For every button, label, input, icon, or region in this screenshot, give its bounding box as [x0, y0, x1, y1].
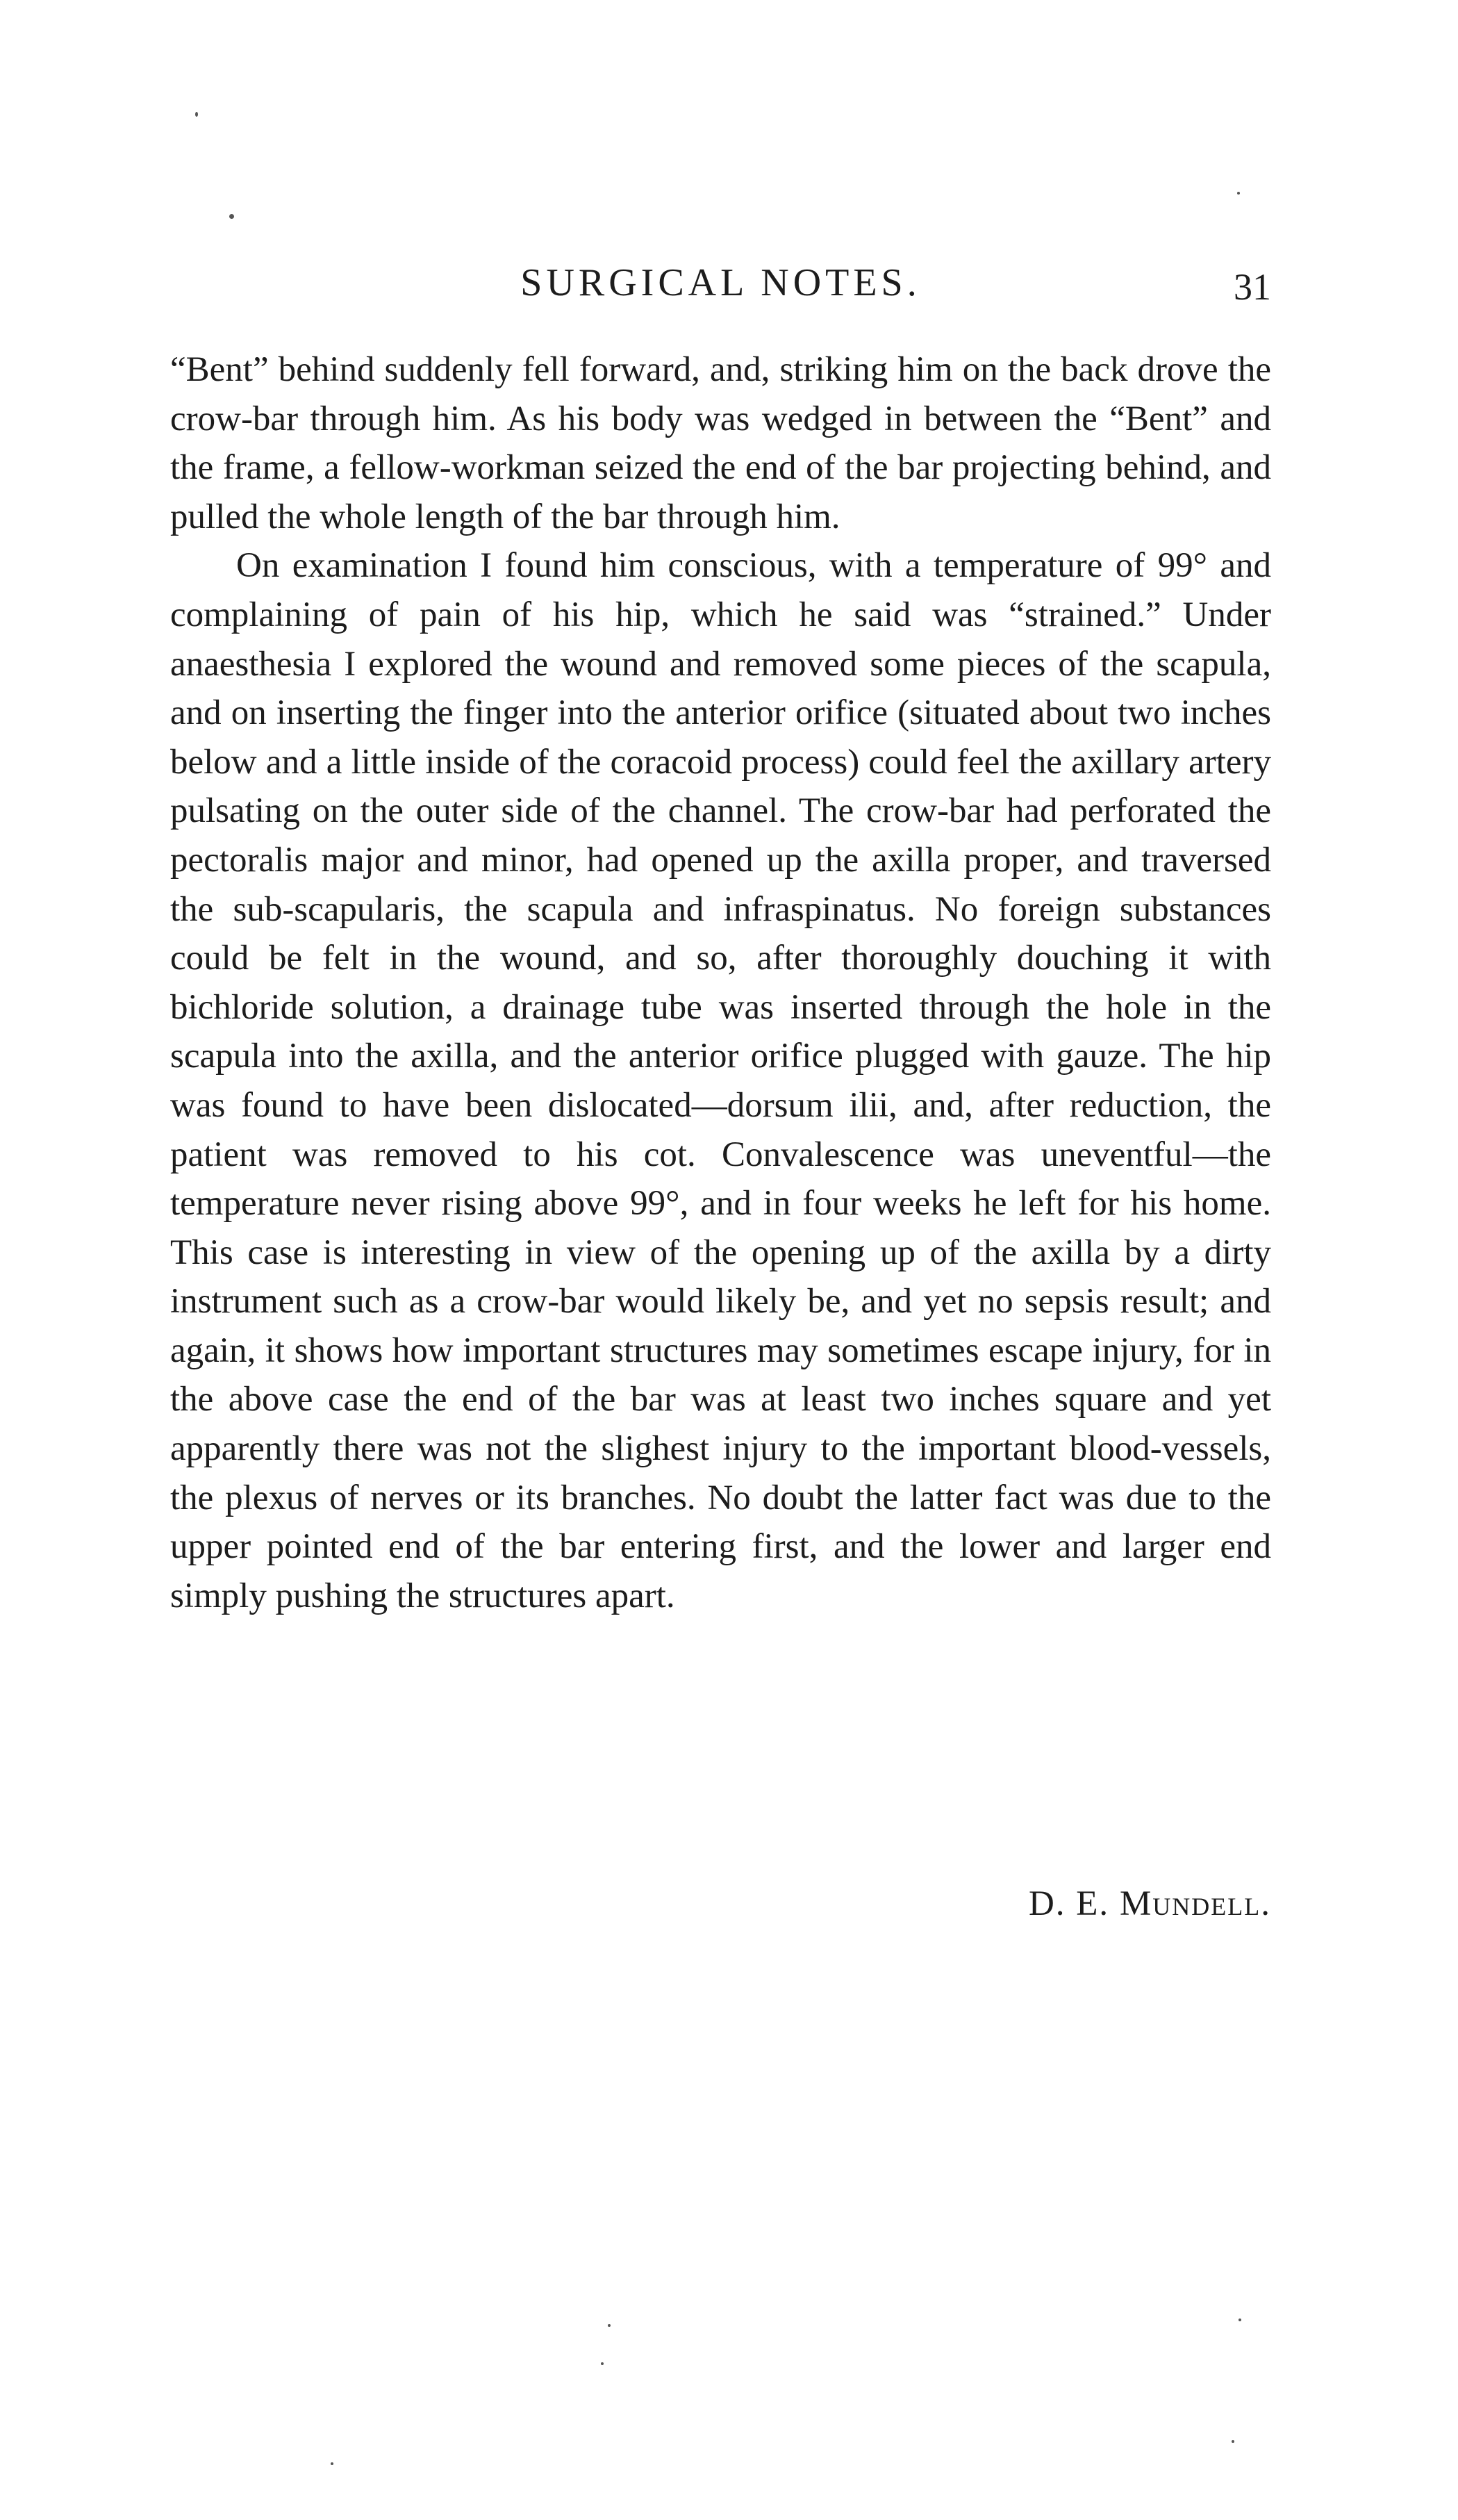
signature-surname: Mundell.: [1119, 1884, 1271, 1923]
paragraph-continued: “Bent” behind suddenly fell forward, and, striking him on the back drove the crow-bar through him. As his body was wedged in between the “Bent” and the frame, a fellow-workman seized the end of the bar projecting behind, and pulled the whole length of the bar through him.: [170, 350, 1271, 536]
page-number: 31: [1234, 266, 1271, 308]
signature-initials: D. E.: [1028, 1884, 1110, 1923]
author-signature: [170, 1879, 1271, 1928]
running-head: SURGICAL NOTES.: [520, 261, 921, 304]
paragraph-examination: On examination I found him conscious, with a temperature of 99° and complaining of pain of his hip, which he said was “strained.” Under anaesthesia I explored the wound and removed some pieces of the scapula, and on inserting the finger into the anterior orifice (situated about two inches below and a little inside of the coracoid process) could feel the axillary artery pulsating on the outer side of the channel. The crow-bar had perforated the pectoralis major and minor, had opened up the axilla proper, and traversed the sub-scapularis, the scapula and infraspinatus. No foreign substances could be felt in the wound, and so, after thoroughly douching it with bichloride solution, a drainage tube was inserted through the hole in the scapula into the axilla, and the anterior orifice plugged with gauze. The hip was found to have been dislocated—dorsum ilii, and, after reduction, the patient was removed to his cot. Convalescence was uneventful—the temperature never rising above 99°, and in four weeks he left for his home. This case is interesting in view of the opening up of the axilla by a dirty instrument such as a crow-bar would likely be, and yet no sepsis result; and again, it shows how important structures may sometimes escape injury, for in the above case the end of the bar was at least two inches square and yet apparently there was not the slighest injury to the important blood-vessels, the plexus of nerves or its branches. No doubt the latter fact was due to the upper pointed end of the bar entering first, and the lower and larger end simply pushing the structures apart.: [170, 546, 1271, 1615]
body-text: [170, 345, 1271, 1620]
page-header: [170, 258, 1271, 307]
